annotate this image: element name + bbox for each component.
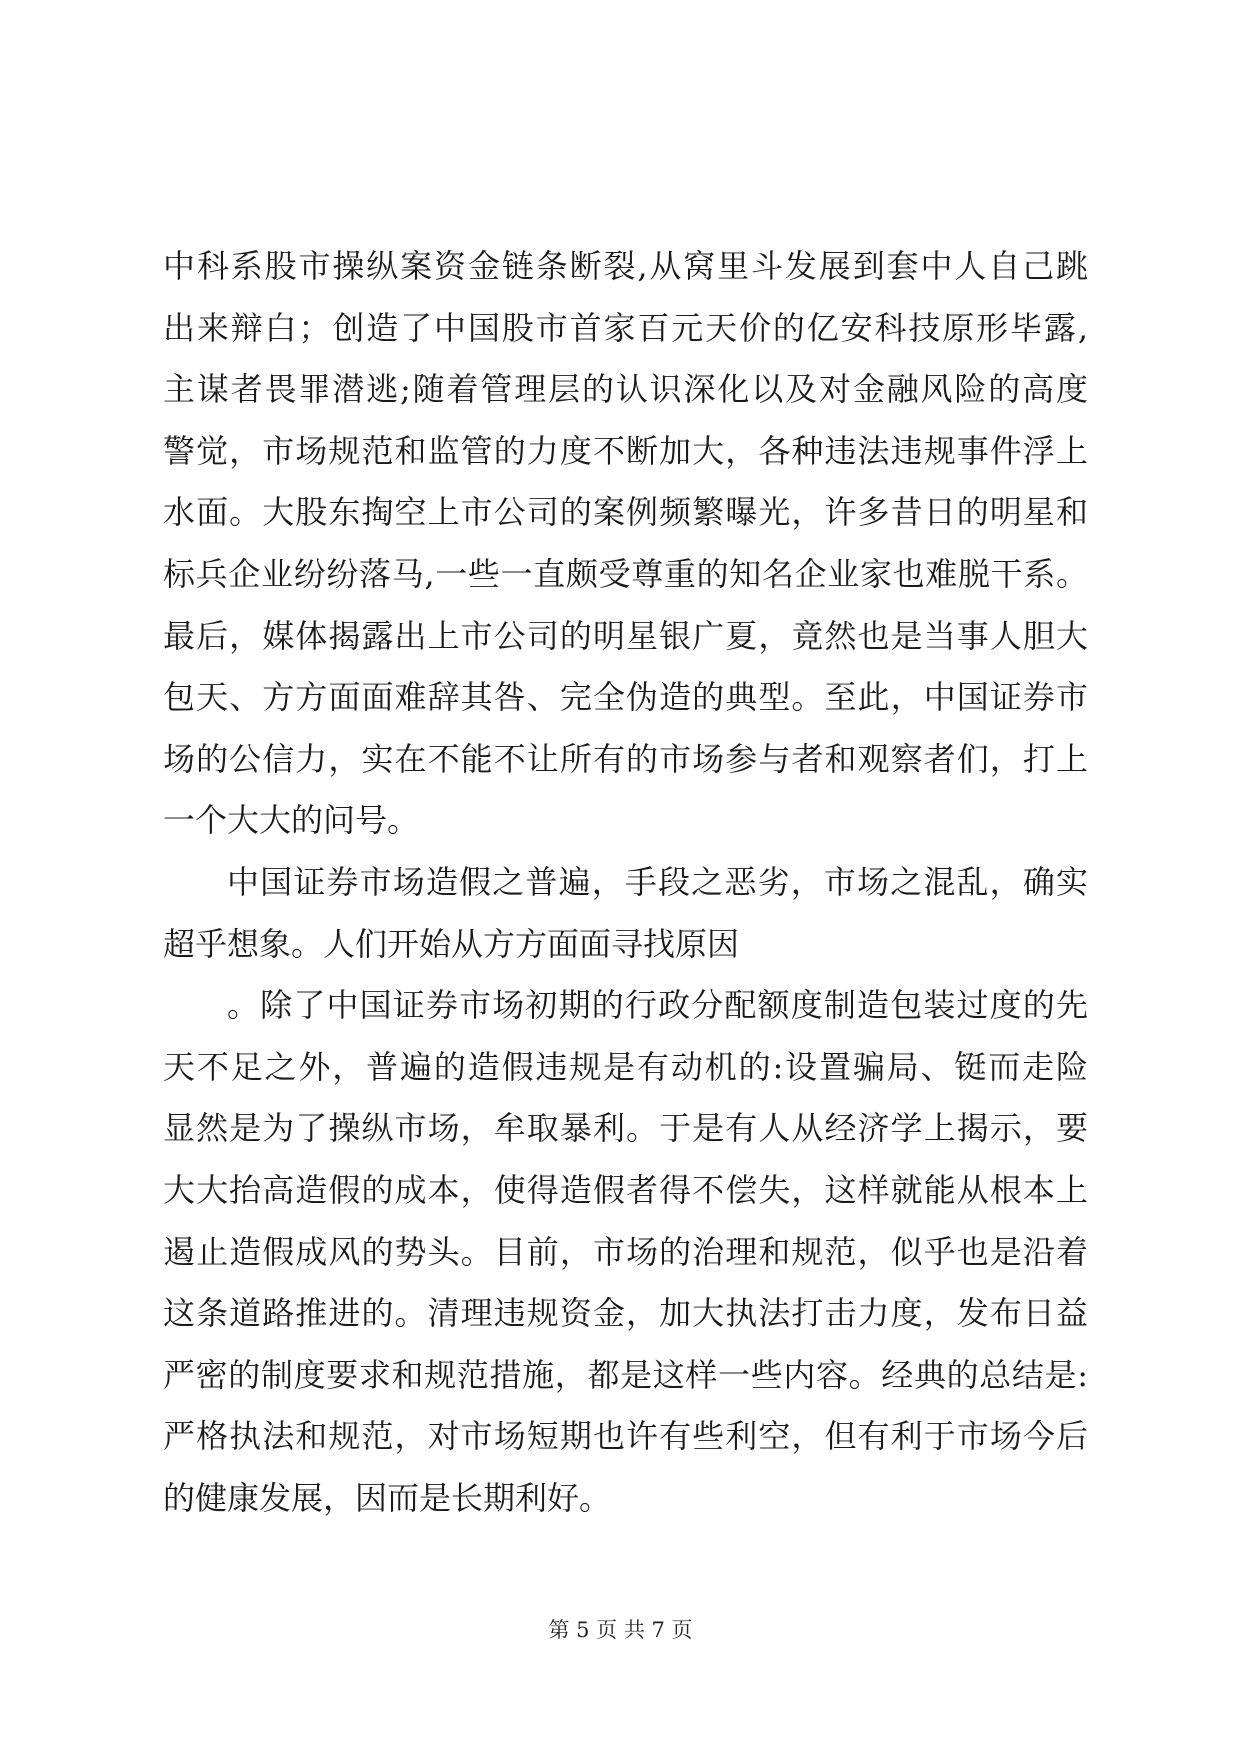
text-line: 超乎想象。人们开始从方方面面寻找原因 [163,924,740,963]
text-line: 大大抬高造假的成本，使得造假者得不偿失，这样就能从根本上 [163,1170,1088,1209]
text-line: 中国证券市场造假之普遍，手段之恶劣，市场之混乱，确实 [227,862,1088,901]
text-line: 。除了中国证券市场初期的行政分配额度制造包装过度的先 [227,986,1088,1025]
text-line: 标兵企业纷纷落马,一些一直颇受尊重的知名企业家也难脱干系。 [163,554,1088,593]
text-line: 中科系股市操纵案资金链条断裂,从窝里斗发展到套中人自己跳 [163,247,1088,285]
page-footer: 第 5 页 共 7 页 [548,1618,693,1642]
text-line: 水面。大股东掏空上市公司的案例频繁曝光，许多昔日的明星和 [163,493,1088,532]
text-line: 警觉，市场规范和监管的力度不断加大，各种违法违规事件浮上 [163,431,1088,470]
text-line: 包天、方方面面难辞其咎、完全伪造的典型。至此，中国证券市 [163,678,1088,717]
text-line: 的健康发展，因而是长期利好。 [163,1478,612,1517]
text-line: 严密的制度要求和规范措施，都是这样一些内容。经典的总结是: [163,1355,1088,1394]
text-line: 遏止造假成风的势头。目前，市场的治理和规范，似乎也是沿着 [163,1232,1088,1271]
paragraph-p1 [163,236,1088,852]
text-line: 这条道路推进的。清理违规资金，加大执法打击力度，发布日益 [163,1294,1088,1333]
document-body [163,236,1088,1529]
paragraph-p3 [163,975,1088,1529]
text-line: 主谋者畏罪潜逃;随着管理层的认识深化以及对金融风险的高度 [163,370,1088,409]
text-line: 天不足之外，普遍的造假违规是有动机的:设置骗局、铤而走险 [163,1047,1088,1086]
text-line: 一个大大的问号。 [163,801,420,840]
text-line: 场的公信力，实在不能不让所有的市场参与者和观察者们，打上 [163,739,1088,778]
text-line: 最后，媒体揭露出上市公司的明星银广夏，竟然也是当事人胆大 [163,616,1088,655]
text-line: 出来辩白；创造了中国股市首家百元天价的亿安科技原形毕露, [163,308,1088,347]
text-line: 显然是为了操纵市场，牟取暴利。于是有人从经济学上揭示，要 [163,1109,1088,1148]
text-line: 严格执法和规范，对市场短期也许有些利空，但有利于市场今后 [163,1417,1088,1456]
paragraph-p2 [163,852,1088,975]
